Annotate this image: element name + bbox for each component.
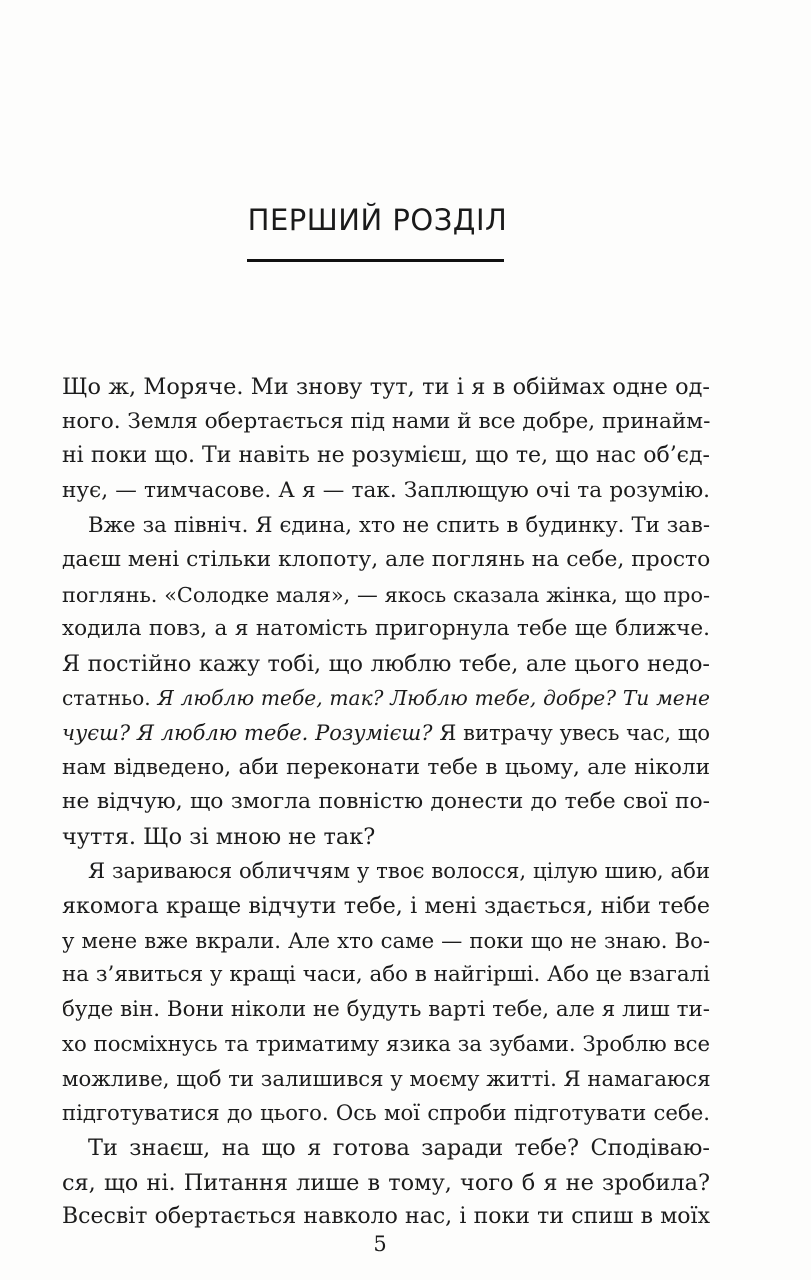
text-line: Всесвіт обертається навколо нас, і поки ти спиш в моїх xyxy=(62,1204,710,1230)
italic-segment: Я люблю тебе, так? Люблю тебе, добре? Ти мене xyxy=(157,686,710,711)
text-segment: статньо. xyxy=(62,686,158,711)
text-line: Я зариваюся обличчям у твоє волосся, цілую шию, аби xyxy=(88,858,710,884)
italic-segment: чуєш? Я люблю тебе. Розумієш? xyxy=(62,720,433,745)
text-line: буде він. Вони ніколи не будуть варті тебе, але я лиш ти- xyxy=(62,996,710,1022)
body-text xyxy=(62,370,710,1235)
text-line: не відчую, що змогла повністю донести до тебе свої по- xyxy=(62,789,710,815)
text-line: ного. Земля обертається під нами й все добре, принайм- xyxy=(62,408,711,434)
text-line: даєш мені стільки клопоту, але поглянь на себе, просто xyxy=(62,546,711,572)
text-line: ся, що ні. Питання лише в тому, чого б я не зробила? xyxy=(62,1169,710,1196)
text-segment: Я витрачу увесь час, що xyxy=(432,720,710,745)
text-line: чуття. Що зі мною не так? xyxy=(62,823,376,850)
text-line: Що ж, Моряче. Ми знову тут, ти і я в обіймах одне од- xyxy=(62,374,710,400)
page-number: 5 xyxy=(373,1232,387,1256)
text-line: нам відведено, аби переконати тебе в цьому, але ніколи xyxy=(62,754,710,780)
text-line: Вже за північ. Я єдина, хто не спить в будинку. Ти зав- xyxy=(88,512,710,538)
text-line: поглянь. «Солодке маля», — якось сказала жінка, що про- xyxy=(62,582,710,607)
text-line: підготуватися до цього. Ось мої спроби підготувати себе. xyxy=(62,1100,710,1126)
text-line-mixed xyxy=(62,716,710,751)
text-line-mixed xyxy=(62,681,710,716)
text-line: ходила повз, а я натомість пригорнула тебе ще ближче. xyxy=(62,616,710,642)
text-line: якомога краще відчути тебе, і мені здається, ніби тебе xyxy=(62,892,710,919)
text-line: у мене вже вкрали. Але хто саме — поки що не знаю. Во- xyxy=(62,927,710,953)
chapter-title: ПЕРШИЙ РОЗДІЛ xyxy=(247,203,508,237)
text-line: Я постійно кажу тобі, що люблю тебе, але цього недо- xyxy=(62,650,710,677)
title-underline xyxy=(247,259,504,262)
text-line: на з’явиться у кращі часи, або в найгірші. Або це взагалі xyxy=(62,962,710,988)
text-line: можливе, щоб ти залишився у моєму житті. Я намагаюся xyxy=(62,1065,711,1091)
text-line: нує, — тимчасове. А я — так. Заплющую очі та розумію. xyxy=(62,477,710,503)
text-line: Ти знаєш, на що я готова заради тебе? Сподіваю- xyxy=(88,1135,710,1162)
text-line: хо посміхнусь та триматиму язика за зубами. Зроблю все xyxy=(62,1031,710,1057)
text-line: ні поки що. Ти навіть не розумієш, що те, що нас об’єд- xyxy=(62,443,710,469)
